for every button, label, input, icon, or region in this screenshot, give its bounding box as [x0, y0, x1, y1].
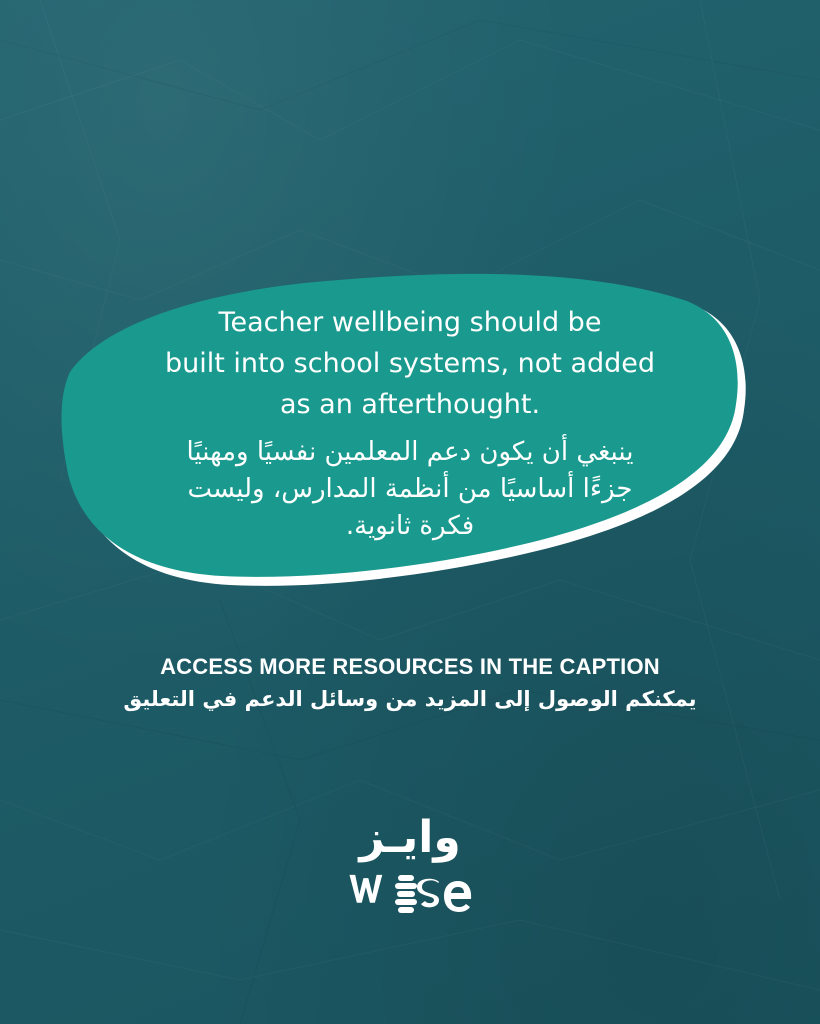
quote-english-line: built into school systems, not added [164, 348, 656, 379]
quote-arabic-line: ينبغي أن يكون دعم المعلمين نفسيًا ومهنيًا [186, 437, 634, 467]
quote-arabic [140, 434, 680, 545]
quote-arabic-line: فكرة ثانوية. [345, 511, 475, 541]
quote-arabic-line: جزءًا أساسيًا من أنظمة المدارس، وليست [187, 474, 633, 504]
logo-arabic-wordmark: وايـز [359, 812, 461, 863]
logo-english-wordmark [340, 865, 480, 917]
quote-english-line: as an afterthought. [279, 389, 541, 420]
wise-logo [340, 812, 480, 922]
cta-arabic: يمكنكم الوصول إلى المزيد من وسائل الدعم في التعليق [123, 687, 697, 711]
cta-english: ACCESS MORE RESOURCES IN THE CAPTION [160, 654, 660, 679]
quote-english-line: Teacher wellbeing should be [218, 307, 602, 338]
quote-english [130, 302, 690, 425]
